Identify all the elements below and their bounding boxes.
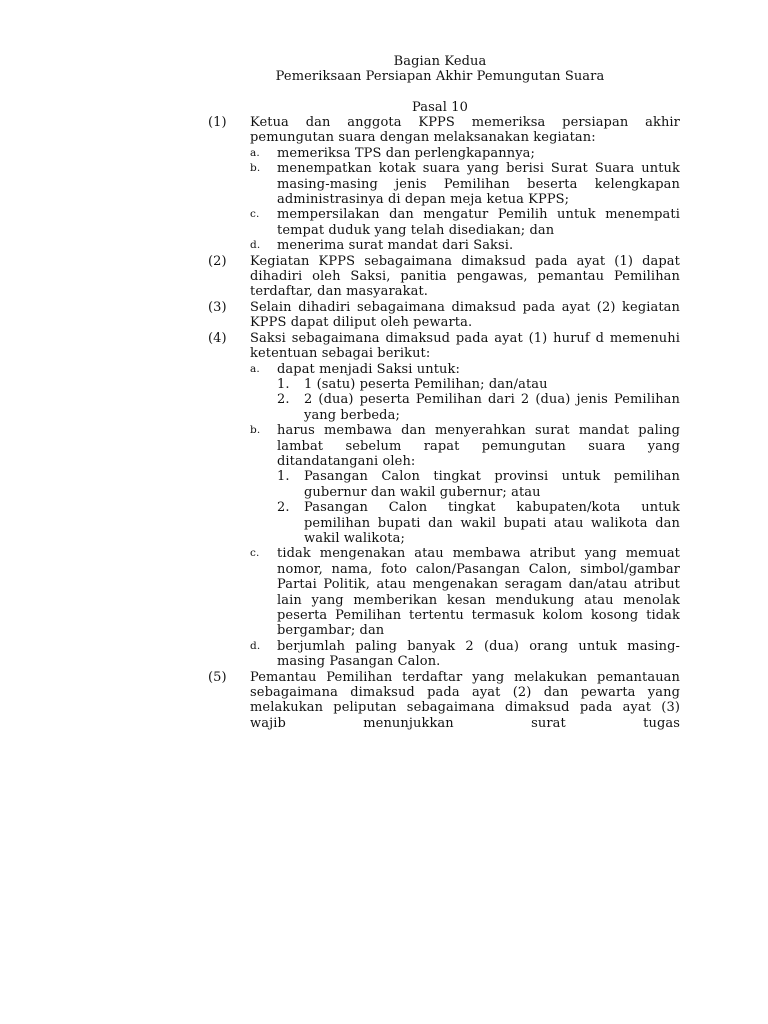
paragraph-text: Saksi sebagaimana dimaksud pada ayat (1) huruf d memenuhi ketentuan sebagai berikut: xyxy=(250,330,680,362)
list-label: a. xyxy=(250,362,260,375)
sub-list-item xyxy=(208,469,680,500)
sub-list-label: 1. xyxy=(277,469,290,485)
sub-list-label: 2. xyxy=(277,392,290,408)
paragraph-number: (1) xyxy=(208,115,227,130)
list-text: tidak mengenakan atau membawa atribut yang memuat nomor, nama, foto calon/Pasangan Calon, simbol/gambar Partai Politik, atau mengenakan seragam dan/atau atribut lain yang memberikan kesan mendukung atau menolak peserta Pemilihan tertentu termasuk kolom kosong tidak bergambar; dan xyxy=(277,546,680,639)
paragraph-text: Ketua dan anggota KPPS memeriksa persiapan akhir pemungutan suara dengan melaksanakan kegiatan: xyxy=(250,115,680,146)
list-item xyxy=(208,161,680,207)
paragraph-number: (4) xyxy=(208,330,227,346)
list-label: c. xyxy=(250,547,260,560)
sub-list-label: 1. xyxy=(277,376,290,392)
paragraph-text: Pemantau Pemilihan terdaftar yang melakukan pemantauan sebagaimana dimaksud pada ayat (2) dan pewarta yang melakukan peliputan sebagaimana dimaksud pada ayat (3) wajib menunjukkan surat tugas xyxy=(250,669,680,731)
paragraph-number: (3) xyxy=(208,299,227,315)
list-label: a. xyxy=(250,146,260,159)
list-text: berjumlah paling banyak 2 (dua) orang untuk masing-masing Pasangan Calon. xyxy=(277,638,680,670)
list-label: d. xyxy=(250,639,261,652)
list-item xyxy=(208,207,680,238)
paragraph-text: Selain dihadiri sebagaimana dimaksud pada ayat (2) kegiatan KPPS dapat diliput oleh pewarta. xyxy=(250,299,680,331)
paragraph-3 xyxy=(208,300,680,331)
list-label: b. xyxy=(250,424,261,437)
section-heading: Bagian Kedua xyxy=(393,54,487,69)
list-item xyxy=(208,639,680,670)
sub-list-item xyxy=(208,377,680,392)
paragraph-5 xyxy=(208,670,680,732)
paragraph-text: Kegiatan KPPS sebagaimana dimaksud pada ayat (1) dapat dihadiri oleh Saksi, panitia pengawas, pemantau Pemilihan terdaftar, dan masyarakat. xyxy=(250,253,680,300)
list-text: menerima surat mandat dari Saksi. xyxy=(277,238,514,254)
list-text: menempatkan kotak suara yang berisi Surat Suara untuk masing-masing jenis Pemilihan beserta kelengkapan administrasinya di depan meja ketua KPPS; xyxy=(277,161,680,208)
list-text: mempersilakan dan mengatur Pemilih untuk menempati tempat duduk yang telah disediakan; dan xyxy=(277,207,680,238)
list-item xyxy=(208,146,680,161)
article-body xyxy=(208,115,680,731)
sub-list-text: 2 (dua) peserta Pemilihan dari 2 (dua) jenis Pemilihan yang berbeda; xyxy=(304,392,680,423)
paragraph-2 xyxy=(208,254,680,300)
list-text: memeriksa TPS dan perlengkapannya; xyxy=(277,145,535,161)
article-title: Pasal 10 xyxy=(412,100,468,115)
paragraph-4 xyxy=(208,331,680,362)
sub-list-text: Pasangan Calon tingkat kabupaten/kota untuk pemilihan bupati dan wakil bupati atau walikota dan wakil walikota; xyxy=(304,500,680,546)
paragraph-1 xyxy=(208,115,680,146)
list-item xyxy=(208,238,680,253)
list-text: harus membawa dan menyerahkan surat mandat paling lambat sebelum rapat pemungutan suara yang ditandatangani oleh: xyxy=(277,423,680,469)
list-item xyxy=(208,423,680,469)
list-label: c. xyxy=(250,208,260,221)
section-title: Pemeriksaan Persiapan Akhir Pemungutan Suara xyxy=(275,69,605,84)
list-text: dapat menjadi Saksi untuk: xyxy=(277,361,460,377)
sub-list-item xyxy=(208,500,680,546)
list-item xyxy=(208,362,680,377)
list-label: b. xyxy=(250,162,261,175)
list-item xyxy=(208,546,680,638)
sub-list-label: 2. xyxy=(277,500,290,516)
paragraph-number: (2) xyxy=(208,253,227,269)
sub-list-item xyxy=(208,392,680,423)
sub-list-text: 1 (satu) peserta Pemilihan; dan/atau xyxy=(304,376,548,392)
list-label: d. xyxy=(250,239,261,252)
sub-list-text: Pasangan Calon tingkat provinsi untuk pemilihan gubernur dan wakil gubernur; atau xyxy=(304,469,680,500)
paragraph-number: (5) xyxy=(208,669,227,685)
